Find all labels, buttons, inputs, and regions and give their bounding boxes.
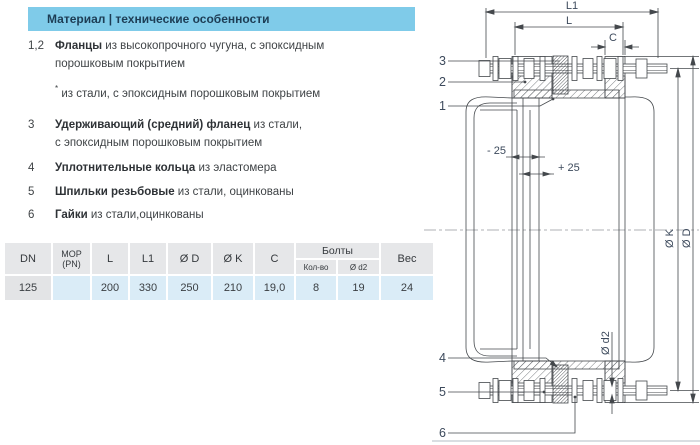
dimension-plus25 [519, 172, 554, 176]
callout-3: 3 [439, 54, 446, 68]
cell-mop [53, 276, 90, 300]
item-number: 6 [28, 209, 35, 221]
col-header-mop: MOP (PN) [53, 243, 90, 274]
col-header-bolt-d2: Ø d2 [338, 260, 379, 274]
item-term: Уплотнительные кольца [55, 162, 196, 174]
col-header-weight: Вес [381, 243, 433, 274]
cell-dn: 125 [5, 276, 51, 300]
item-desc-line2: с эпоксидным порошковым покрытием [55, 137, 263, 149]
bottom-bolt-assembly [479, 365, 667, 403]
callout-4: 4 [439, 351, 446, 365]
cell-bolt-qty: 8 [296, 276, 336, 300]
item-number: 5 [28, 186, 35, 198]
col-header-k: Ø K [213, 243, 253, 274]
callout-2: 2 [439, 75, 446, 89]
item-desc-line2: порошковым покрытием [55, 58, 185, 70]
item-term: Шпильки резьбовые [55, 186, 175, 198]
cell-k: 210 [213, 276, 253, 300]
col-header-dn: DN [5, 243, 51, 274]
item-term: Гайки [55, 209, 88, 221]
item-desc: из эластомера [195, 162, 277, 174]
section-title: Материал | технические особенности [28, 7, 415, 31]
material-item-nuts [28, 206, 407, 224]
item-desc: из высокопрочного чугуна, с эпоксидным [102, 40, 325, 52]
col-header-c: C [255, 243, 294, 274]
label-l1: L1 [565, 0, 579, 12]
middle-flange-section [553, 56, 568, 94]
item-desc: из стали,оцинкованы [87, 209, 204, 221]
label-diameter-k: Ø K [664, 229, 676, 248]
item-number: 4 [28, 162, 35, 174]
footnote-text: из стали, с эпоксидным порошковым покрытием [58, 88, 321, 100]
material-item-studs [28, 183, 407, 201]
dimension-table [3, 241, 435, 302]
cell-bolt-d2: 19 [338, 276, 379, 300]
item-term: Удерживающий (средний) фланец [55, 119, 251, 131]
col-header-bolt-qty: Кол-во [296, 260, 336, 274]
callout-1: 1 [439, 99, 446, 113]
footnote-asterisk: * [55, 84, 59, 93]
callout-6: 6 [439, 426, 446, 440]
material-item-flanges [28, 37, 407, 73]
col-header-bolts: Болты [296, 243, 379, 258]
col-header-d: Ø D [168, 243, 211, 274]
item-number: 3 [28, 119, 35, 131]
table-row [5, 276, 433, 300]
col-header-l: L [92, 243, 128, 274]
page-divider [432, 440, 700, 442]
label-diameter-d: Ø D [681, 228, 693, 248]
item-number: 1,2 [28, 40, 44, 52]
col-header-l1: L1 [130, 243, 166, 274]
label-plus25: + 25 [558, 162, 580, 174]
cell-c: 19,0 [255, 276, 294, 300]
cell-l: 200 [92, 276, 128, 300]
label-diameter-d2: Ø d2 [600, 331, 612, 355]
label-c: C [609, 32, 617, 44]
item-desc: из стали, оцинкованы [174, 186, 294, 198]
label-l: L [565, 15, 573, 27]
material-item-seal-rings [28, 159, 407, 177]
cell-l1: 330 [130, 276, 166, 300]
cell-d: 250 [168, 276, 211, 300]
cell-weight: 24 [381, 276, 433, 300]
item-term: Фланцы [55, 40, 103, 52]
material-item-middle-flange [28, 116, 355, 152]
callout-5: 5 [439, 385, 446, 399]
item-desc: из стали, [250, 119, 303, 131]
label-minus25: - 25 [487, 145, 506, 157]
technical-drawing [420, 0, 700, 445]
top-bolt-assembly [479, 56, 667, 94]
material-footnote [55, 84, 320, 100]
